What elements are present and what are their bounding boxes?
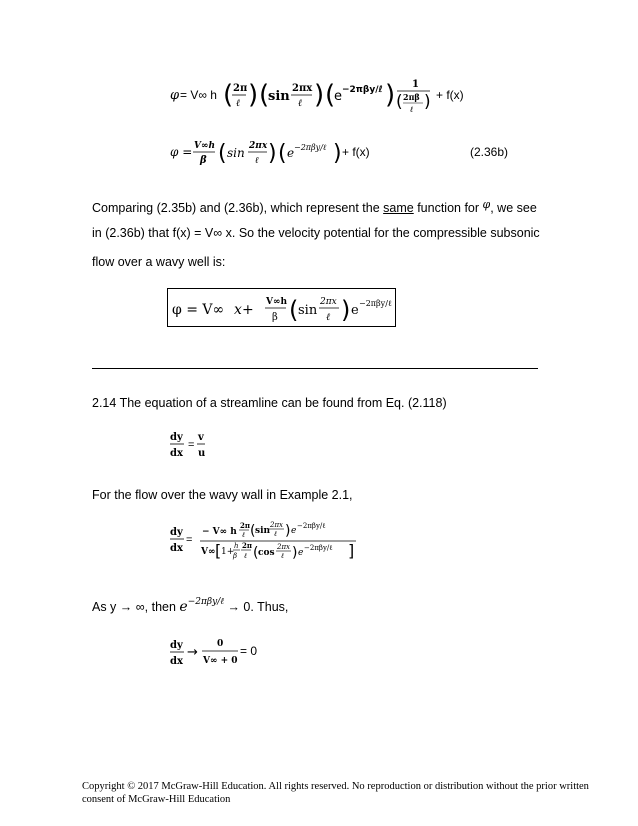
- big-equals: =: [186, 534, 193, 546]
- eq2-beta: β: [200, 155, 207, 166]
- eq2-ell: ℓ: [255, 156, 259, 166]
- eq1-rparen-4: ): [424, 92, 431, 112]
- big-den-lparen: (: [253, 545, 259, 561]
- final-limit-equation: [170, 636, 290, 670]
- big-num-lparen: (: [250, 523, 256, 539]
- big-num-exp: e: [291, 526, 297, 536]
- big-den-h: h: [234, 542, 239, 550]
- streamline-equation: [170, 428, 230, 462]
- big-dx: dx: [170, 543, 183, 554]
- big-num-sin: sin: [255, 526, 271, 536]
- eq1-one: 1: [412, 79, 419, 90]
- boxed-x: x: [234, 302, 242, 318]
- streamline-eq-render: [170, 428, 230, 462]
- final-zero: 0: [217, 639, 224, 649]
- problem-2-14-intro: 2.14 The equation of a streamline can be found from Eq. (2.118): [92, 396, 447, 410]
- boxed-lparen: (: [289, 296, 299, 324]
- boxed-plus: +: [242, 302, 254, 318]
- big-den-rbracket: ]: [348, 541, 355, 560]
- eq2-exp-power: −2πβy/ℓ: [294, 143, 327, 152]
- streamline-big-equation: [170, 520, 360, 562]
- eq2-lparen-2: (: [278, 141, 287, 166]
- eq1-lparen-1: (: [223, 80, 234, 110]
- eq2-rparen-2: ): [333, 141, 342, 166]
- section-divider: [92, 368, 538, 369]
- boxed-exp-power: −2πβy/ℓ: [359, 299, 392, 308]
- big-eq-render: [170, 520, 360, 562]
- eq-dy: dy: [170, 432, 183, 443]
- eq1-sin: sin: [268, 89, 290, 104]
- big-num-exp-power: −2πβy/ℓ: [297, 522, 326, 530]
- eq1-rparen-3: ): [385, 80, 396, 110]
- eq1-ell-3: ℓ: [410, 104, 414, 114]
- big-num-ell: ℓ: [242, 531, 245, 539]
- big-den-v: V∞: [201, 547, 216, 557]
- eq1-phi: φ: [170, 88, 180, 103]
- eq2-sin: sin: [227, 146, 245, 160]
- paragraph-line-3: flow over a wavy well is:: [92, 255, 226, 269]
- eq1-lparen-4: (: [396, 92, 403, 112]
- boxed-v-inf-h: V∞h: [266, 297, 288, 307]
- boxed-rparen: ): [341, 296, 351, 324]
- eq2-two-pi-x: 2πx: [249, 141, 268, 151]
- big-den-two-pi-x: 2πx: [277, 543, 291, 551]
- equation-2-render: [170, 136, 530, 172]
- eq-v: v: [198, 432, 204, 443]
- big-num-ell-2: ℓ: [274, 530, 277, 538]
- eq1-equals-vh: = V∞ h: [180, 88, 217, 102]
- eq2-plus-fx: + f(x): [342, 145, 370, 159]
- eq1-ell-2: ℓ: [298, 98, 303, 109]
- big-num-two-pi: 2π: [240, 521, 250, 530]
- big-den-beta: β: [233, 552, 238, 560]
- eq2-rparen-1: ): [268, 141, 277, 166]
- final-arrow: →: [187, 645, 198, 660]
- limit-power: −2πβy/ℓ: [187, 597, 224, 607]
- eq-dx: dx: [170, 448, 183, 459]
- boxed-sin: sin: [298, 303, 318, 318]
- big-dy: dy: [170, 527, 183, 538]
- boxed-velocity-potential: [167, 288, 396, 327]
- final-dy: dy: [170, 640, 183, 651]
- boxed-ell: ℓ: [326, 312, 331, 323]
- eq1-ell: ℓ: [236, 98, 241, 109]
- eq2-lparen-1: (: [218, 141, 227, 166]
- eq2-v-inf-h: V∞h: [194, 141, 216, 151]
- eq1-rparen-1: ): [248, 80, 259, 110]
- big-num-rparen: ): [285, 523, 291, 539]
- copyright-footer: [82, 780, 622, 806]
- paragraph-line-2: in (2.36b) that f(x) = V∞ x. So the velocity potential for the compressible subsonic: [92, 226, 540, 240]
- limit-line: [92, 595, 288, 615]
- eq-equals: =: [188, 439, 195, 451]
- eq2-label: (2.36b): [470, 145, 509, 159]
- eq1-rparen-2: ): [314, 80, 325, 110]
- big-den-two-pi: 2π: [242, 541, 252, 550]
- limit-pre: As y → ∞, then: [92, 600, 180, 614]
- boxed-two-pi-x: 2πx: [320, 297, 337, 307]
- eq1-two-pi-beta: 2πβ: [403, 92, 420, 102]
- boxed-exp-base: e: [351, 303, 359, 318]
- equation-1: [170, 76, 470, 116]
- equation-1-render: [170, 76, 470, 116]
- eq1-exp-base: e: [334, 89, 342, 104]
- para1-line1-pre: Comparing (2.35b) and (2.36b), which represent the: [92, 201, 384, 215]
- big-den-one-plus: 1+: [221, 547, 235, 557]
- footer-line-2: consent of McGraw-Hill Education: [82, 794, 231, 805]
- final-result: = 0: [240, 644, 258, 658]
- eq2-lhs: φ =: [170, 145, 193, 159]
- para1-line1-post: , we see: [490, 201, 537, 215]
- eq1-exp-power: −2πβy/ℓ: [342, 85, 383, 95]
- big-num-neg-vh: − V∞ h: [202, 527, 237, 537]
- big-num-two-pi-x: 2πx: [270, 521, 284, 529]
- big-den-exp-power: −2πβy/ℓ: [304, 544, 333, 552]
- eq1-lparen-3: (: [325, 80, 336, 110]
- boxed-beta: β: [272, 312, 278, 323]
- big-den-lbracket: [: [215, 541, 222, 560]
- final-den: V∞ + 0: [203, 656, 238, 666]
- paragraph-comparing: [92, 197, 537, 216]
- eq-u: u: [198, 448, 206, 459]
- para1-line1-mid: function for: [413, 201, 483, 215]
- equation-2: [170, 136, 530, 172]
- boxed-eq-render: [168, 289, 397, 328]
- eq1-two-pi: 2π: [233, 83, 248, 94]
- final-eq-render: [170, 636, 290, 670]
- para1-same: same: [383, 201, 414, 215]
- big-den-rparen: ): [292, 545, 298, 561]
- eq2-exp-base: e: [287, 146, 295, 160]
- big-den-ell-2: ℓ: [281, 552, 284, 560]
- eq1-two-pi-x: 2πx: [292, 83, 313, 94]
- big-den-ell: ℓ: [244, 552, 247, 560]
- eq1-lparen-2: (: [259, 80, 270, 110]
- footer-line-1: Copyright © 2017 McGraw-Hill Education. All rights reserved. No reproduction or distribution without the prior written: [82, 781, 589, 792]
- para1-phi: φ: [482, 198, 491, 211]
- limit-post: → 0. Thus,: [223, 600, 289, 614]
- eq1-plus-fx: + f(x): [436, 88, 464, 102]
- big-den-exp: e: [298, 548, 304, 558]
- boxed-lhs: φ = V∞: [172, 302, 225, 318]
- big-den-cos: cos: [258, 548, 275, 558]
- limit-exp: e: [179, 599, 188, 615]
- wavy-wall-text: For the flow over the wavy wall in Example 2.1,: [92, 488, 353, 502]
- final-dx: dx: [170, 656, 183, 667]
